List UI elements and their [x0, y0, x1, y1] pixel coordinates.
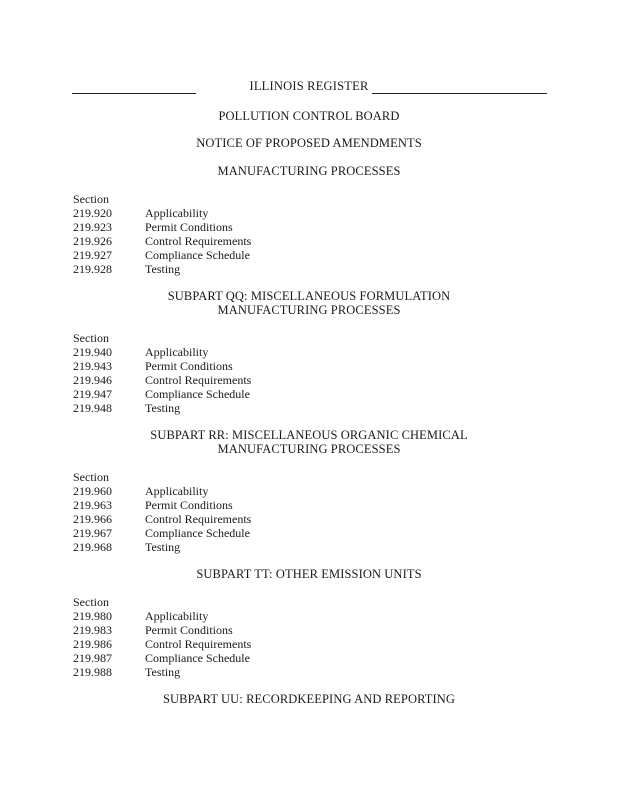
section-number: 219.988: [73, 665, 112, 679]
section-list-4: [73, 595, 251, 679]
section-number: 219.967: [73, 526, 112, 540]
section-row: [73, 248, 251, 262]
section-name: Permit Conditions: [145, 220, 233, 234]
section-row: [73, 345, 251, 359]
section-number: 219.960: [73, 484, 112, 498]
section-row: [73, 373, 251, 387]
section-row: [73, 498, 251, 512]
section-name: Applicability: [145, 345, 209, 359]
section-number: 219.946: [73, 373, 112, 387]
section-number: 219.980: [73, 609, 112, 623]
section-name: Testing: [145, 262, 181, 276]
section-number: 219.940: [73, 345, 112, 359]
section-row: [73, 623, 251, 637]
agency-name: POLLUTION CONTROL BOARD: [218, 109, 400, 123]
section-row: [73, 484, 251, 498]
section-row: [73, 665, 251, 679]
section-row: [73, 651, 251, 665]
section-name: Permit Conditions: [145, 623, 233, 637]
section-number: 219.963: [73, 498, 112, 512]
section-row: [73, 387, 251, 401]
section-number: 219.943: [73, 359, 112, 373]
section-row: [73, 609, 251, 623]
top-heading: MANUFACTURING PROCESSES: [217, 164, 401, 178]
section-name: Compliance Schedule: [145, 651, 250, 665]
subpart-rr-heading-line2: MANUFACTURING PROCESSES: [217, 442, 401, 456]
section-name: Testing: [145, 665, 181, 679]
subpart-rr-heading-line1: SUBPART RR: MISCELLANEOUS ORGANIC CHEMICAL: [150, 428, 468, 442]
section-label: Section: [73, 331, 109, 345]
section-label: Section: [73, 192, 109, 206]
section-row: [73, 526, 251, 540]
section-number: 219.966: [73, 512, 112, 526]
section-row: [73, 220, 251, 234]
section-name: Applicability: [145, 609, 209, 623]
subpart-qq-heading-line2: MANUFACTURING PROCESSES: [217, 303, 401, 317]
section-number: 219.986: [73, 637, 112, 651]
section-number: 219.987: [73, 651, 112, 665]
section-number: 219.927: [73, 248, 112, 262]
section-number: 219.948: [73, 401, 112, 415]
section-row: [73, 540, 251, 554]
section-name: Compliance Schedule: [145, 248, 250, 262]
section-number: 219.920: [73, 206, 112, 220]
section-name: Permit Conditions: [145, 498, 233, 512]
section-number: 219.928: [73, 262, 112, 276]
section-number: 219.968: [73, 540, 112, 554]
section-label: Section: [73, 470, 109, 484]
section-row: [73, 234, 251, 248]
section-row: [73, 637, 251, 651]
section-row: [73, 401, 251, 415]
section-number: 219.947: [73, 387, 112, 401]
subpart-uu-heading: SUBPART UU: RECORDKEEPING AND REPORTING: [162, 692, 456, 706]
section-row: [73, 359, 251, 373]
section-name: Control Requirements: [145, 373, 252, 387]
subpart-qq-heading-line1: SUBPART QQ: MISCELLANEOUS FORMULATION: [167, 289, 451, 303]
section-name: Compliance Schedule: [145, 387, 250, 401]
section-row: [73, 512, 251, 526]
section-list-3: [73, 470, 251, 554]
section-number: 219.926: [73, 234, 112, 248]
register-title: ILLINOIS REGISTER: [249, 79, 369, 93]
section-name: Control Requirements: [145, 637, 252, 651]
section-list-1: [73, 192, 251, 276]
section-name: Testing: [145, 401, 181, 415]
section-name: Control Requirements: [145, 512, 252, 526]
notice-title: NOTICE OF PROPOSED AMENDMENTS: [196, 136, 422, 150]
section-name: Testing: [145, 540, 181, 554]
section-number: 219.983: [73, 623, 112, 637]
section-number: 219.923: [73, 220, 112, 234]
section-name: Control Requirements: [145, 234, 252, 248]
section-name: Applicability: [145, 206, 209, 220]
section-list-2: [73, 331, 251, 415]
section-row: [73, 206, 251, 220]
section-name: Compliance Schedule: [145, 526, 250, 540]
section-name: Applicability: [145, 484, 209, 498]
section-label: Section: [73, 595, 109, 609]
section-name: Permit Conditions: [145, 359, 233, 373]
header-rule-right: [372, 93, 547, 94]
section-row: [73, 262, 251, 276]
subpart-tt-heading: SUBPART TT: OTHER EMISSION UNITS: [196, 567, 422, 581]
